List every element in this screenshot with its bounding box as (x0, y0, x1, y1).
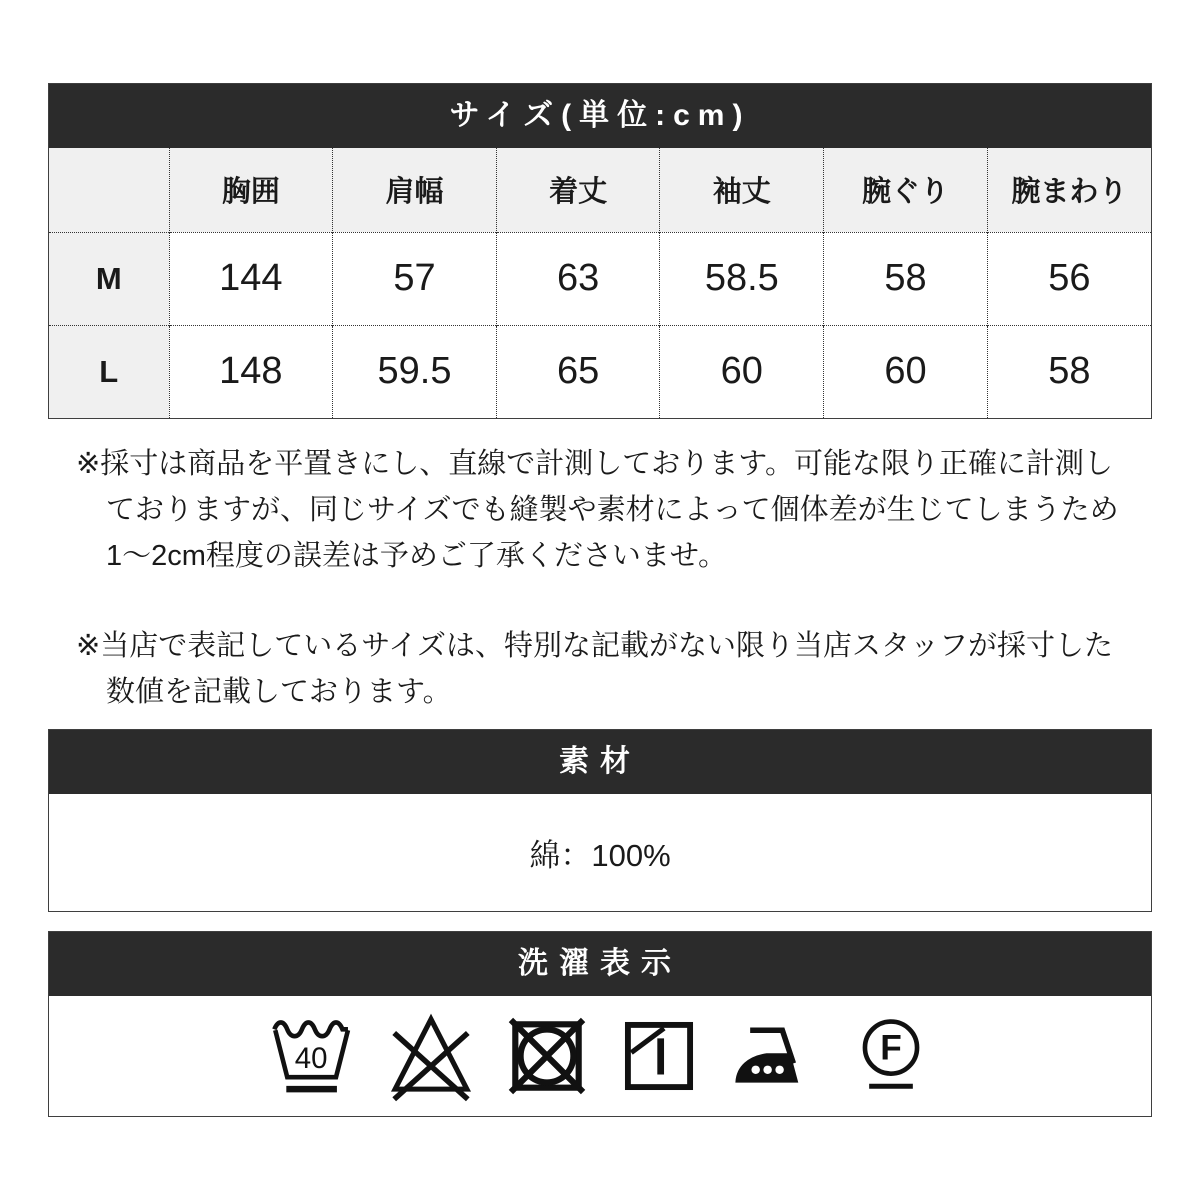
care-title: 洗濯表示 (49, 932, 1151, 996)
note-line: ※採寸は商品を平置きにし、直線で計測しております。可能な限り正確に計測し (76, 448, 1113, 480)
value-cell: 148 (169, 325, 333, 418)
dry-clean-petroleum-mild-icon (849, 1010, 933, 1102)
size-table-title: サイズ(単位:cm) (49, 84, 1151, 148)
value-cell: 58 (824, 232, 988, 325)
value-cell: 58 (987, 325, 1151, 418)
size-table (49, 148, 1151, 418)
size-row-m (49, 232, 1151, 325)
value-cell: 65 (496, 325, 660, 418)
size-row-l (49, 325, 1151, 418)
note-line: 数値を記載しております。 (106, 676, 452, 708)
measurement-note (76, 441, 1152, 579)
material-section (48, 729, 1152, 912)
column-header-shoulder: 肩幅 (333, 148, 497, 232)
note-line: ておりますが、同じサイズでも縫製や素材によって個体差が生じてしまうため (106, 494, 1119, 526)
column-header-arm-width: 腕まわり (987, 148, 1151, 232)
column-header-chest: 胸囲 (169, 148, 333, 232)
size-label-m: M (49, 232, 169, 325)
care-section (48, 931, 1152, 1117)
svg-text:40: 40 (294, 1041, 328, 1075)
value-cell: 60 (660, 325, 824, 418)
iron-icon (727, 1010, 823, 1102)
column-header-length: 着丈 (496, 148, 660, 232)
material-value: 綿：100% (49, 794, 1151, 911)
note-line: 1〜2cm程度の誤差は予めご了承くださいませ。 (106, 540, 728, 572)
corner-cell (49, 148, 169, 232)
material-title: 素材 (49, 730, 1151, 794)
size-label-l: L (49, 325, 169, 418)
do-not-tumble-dry-icon (503, 1012, 591, 1100)
machine-wash-40-mild-icon (267, 1010, 359, 1102)
value-cell: 56 (987, 232, 1151, 325)
svg-text:F: F (880, 1028, 902, 1068)
value-cell: 57 (333, 232, 497, 325)
staff-measurement-note (76, 623, 1152, 715)
line-dry-in-shade-icon (617, 1014, 701, 1098)
value-cell: 58.5 (660, 232, 824, 325)
column-header-armhole: 腕ぐり (824, 148, 988, 232)
value-cell: 63 (496, 232, 660, 325)
note-line: ※当店で表記しているサイズは、特別な記載がない限り当店スタッフが採寸した (76, 630, 1113, 662)
value-cell: 60 (824, 325, 988, 418)
do-not-bleach-icon (385, 1010, 477, 1102)
size-table-header-row (49, 148, 1151, 232)
care-symbols-row (49, 996, 1151, 1116)
size-table-section (48, 83, 1152, 419)
column-header-sleeve: 袖丈 (660, 148, 824, 232)
value-cell: 59.5 (333, 325, 497, 418)
value-cell: 144 (169, 232, 333, 325)
